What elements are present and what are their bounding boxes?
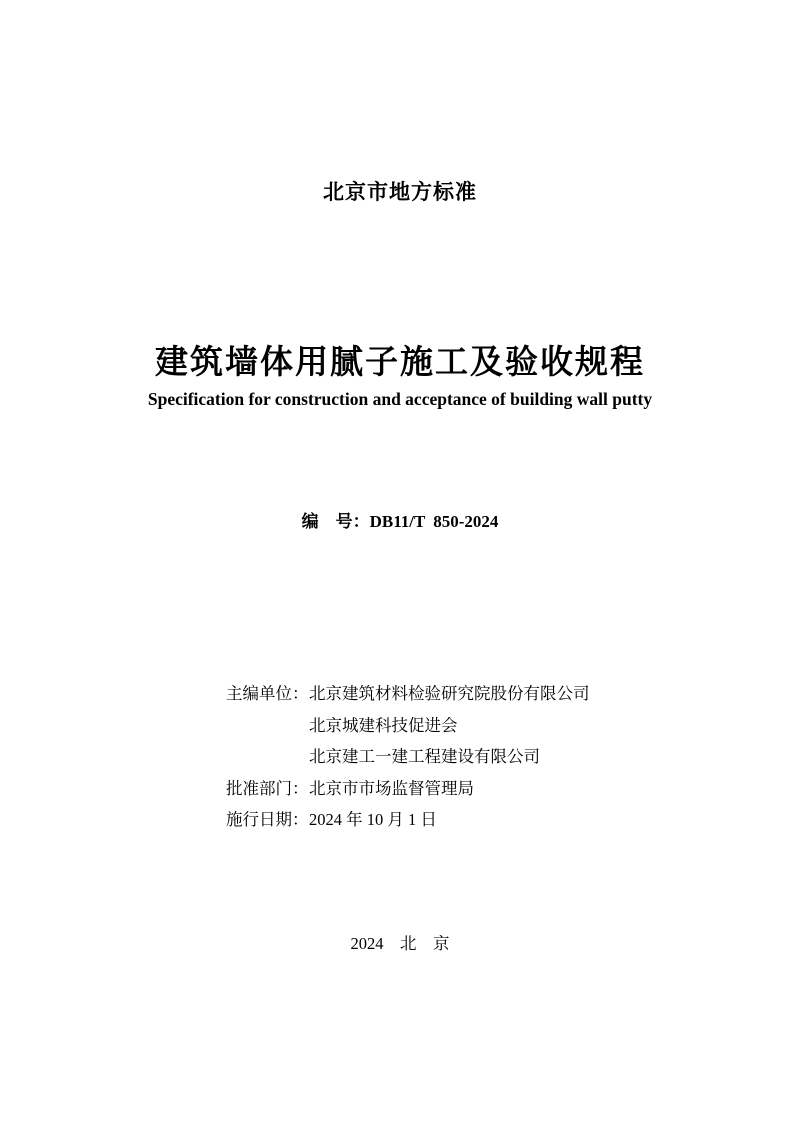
chief-editor-org-3: 北京建工一建工程建设有限公司 [309,747,540,766]
effective-date-label: 施行日期： [226,810,309,829]
chief-editor-org-1: 北京建筑材料检验研究院股份有限公司 [309,684,590,703]
standard-code-label: 编 号： [301,512,370,531]
info-block [226,678,590,836]
chief-editor-org-row [226,710,590,742]
approval-label: 批准部门： [226,778,309,798]
chief-editor-row [226,678,590,710]
chief-editor-org-2: 北京城建科技促进会 [309,715,458,735]
standard-code-value: DB11/T 850-2024 [369,512,499,531]
empty-label-spacer [226,710,309,742]
approval-row [226,773,590,805]
effective-date-row [226,804,590,836]
approval-value: 北京市市场监督管理局 [309,778,474,798]
empty-label-spacer [226,741,309,773]
chief-editor-label: 主编单位： [226,684,309,703]
standard-type-header: 北京市地方标准 [323,181,477,204]
footer-year-city: 2024 北 京 [350,934,450,953]
standard-code-line [0,507,800,532]
effective-date-value: 2024 年 10 月 1 日 [309,810,437,829]
chief-editor-org-row [226,741,590,773]
document-title-cn: 建筑墙体用腻子施工及验收规程 [155,343,645,380]
document-title-en: Specification for construction and acceptance of building wall putty [147,389,653,409]
